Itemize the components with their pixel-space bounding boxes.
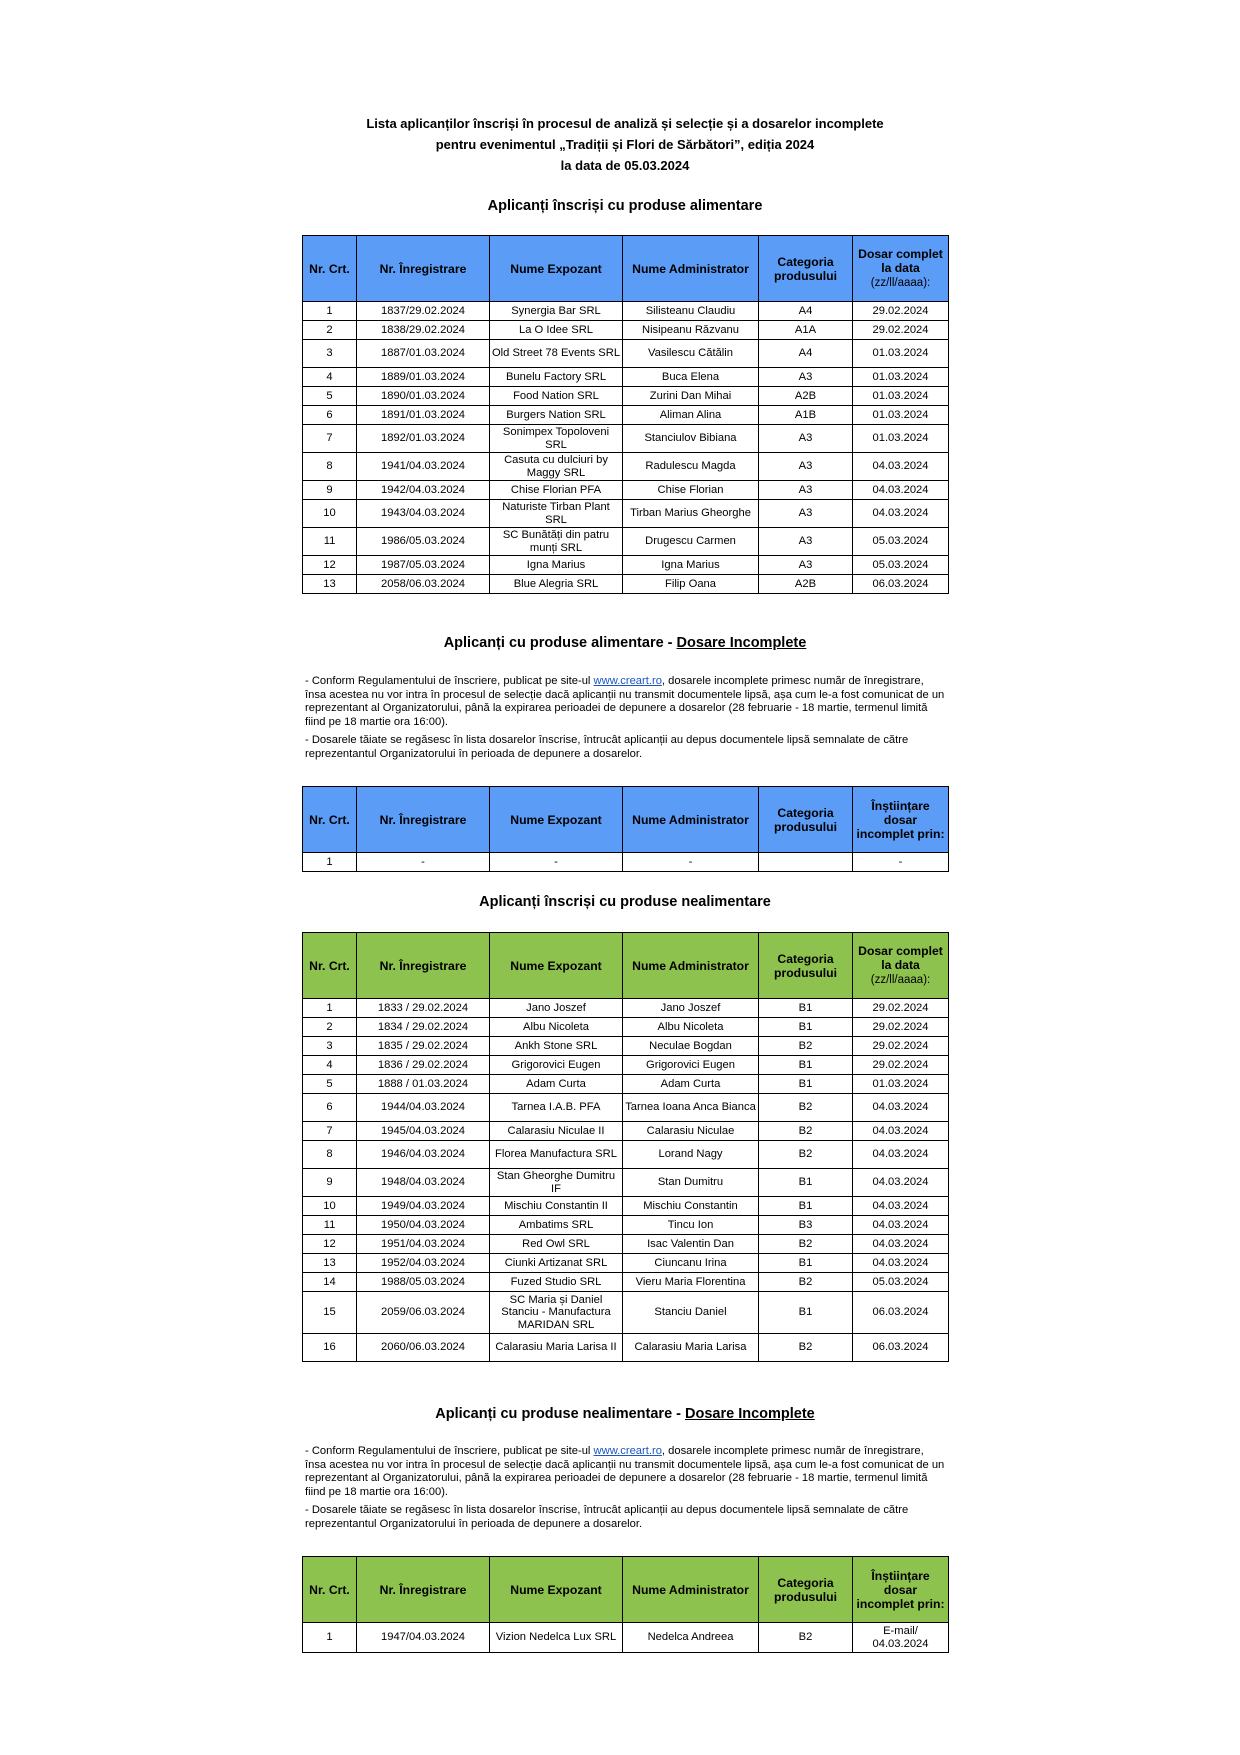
cell-expozant: Food Nation SRL	[490, 387, 623, 406]
cell-administrator: Isac Valentin Dan	[623, 1235, 759, 1254]
cell-nr: 2	[303, 1018, 357, 1037]
table-row	[303, 575, 949, 594]
cell-nr: 6	[303, 406, 357, 425]
cell-expozant: Chise Florian PFA	[490, 481, 623, 500]
cell-nr: 15	[303, 1292, 357, 1334]
header-administrator: Nume Administrator	[623, 1557, 759, 1623]
document-title	[302, 113, 948, 176]
section-heading-nonfood: Aplicanți înscriși cu produse nealimentare	[479, 894, 771, 910]
notes-nonfood	[305, 1445, 947, 1535]
cell-administrator: -	[623, 853, 759, 872]
cell-nr: 4	[303, 1056, 357, 1075]
cell-categorie: A1A	[759, 321, 853, 340]
cell-inregistrare: 1946/04.03.2024	[357, 1141, 490, 1169]
cell-expozant: Albu Nicoleta	[490, 1018, 623, 1037]
table-header	[303, 787, 949, 853]
cell-administrator: Tirban Marius Gheorghe	[623, 500, 759, 528]
cell-inregistrare: 1945/04.03.2024	[357, 1122, 490, 1141]
cell-administrator: Filip Oana	[623, 575, 759, 594]
heading-underlined: Dosare Incomplete	[676, 635, 807, 651]
header-expozant: Nume Expozant	[490, 933, 623, 999]
cell-inregistrare: 1942/04.03.2024	[357, 481, 490, 500]
cell-expozant: Ankh Stone SRL	[490, 1037, 623, 1056]
cell-administrator: Tarnea Ioana Anca Bianca	[623, 1094, 759, 1122]
cell-inregistrare: 1835 / 29.02.2024	[357, 1037, 490, 1056]
cell-dosar: 29.02.2024	[853, 321, 949, 340]
cell-expozant: Synergia Bar SRL	[490, 302, 623, 321]
cell-administrator: Radulescu Magda	[623, 453, 759, 481]
cell-inregistrare: 1986/05.03.2024	[357, 528, 490, 556]
cell-nr: 7	[303, 1122, 357, 1141]
table-row	[303, 1292, 949, 1334]
header-nr: Nr. Crt.	[303, 236, 357, 302]
cell-administrator: Nedelca Andreea	[623, 1623, 759, 1653]
cell-administrator: Nisipeanu Răzvanu	[623, 321, 759, 340]
cell-nr: 5	[303, 1075, 357, 1094]
cell-expozant: Stan Gheorghe Dumitru IF	[490, 1169, 623, 1197]
note-regulament	[305, 675, 947, 730]
cell-inregistrare: 1988/05.03.2024	[357, 1273, 490, 1292]
cell-dosar: 04.03.2024	[853, 1169, 949, 1197]
notes-food	[305, 675, 947, 765]
table-row	[303, 1334, 949, 1362]
cell-inregistrare: 1952/04.03.2024	[357, 1254, 490, 1273]
cell-nr: 11	[303, 1216, 357, 1235]
cell-inregistrare: 1951/04.03.2024	[357, 1235, 490, 1254]
table-header	[303, 236, 949, 302]
cell-categorie: B2	[759, 1235, 853, 1254]
header-administrator: Nume Administrator	[623, 236, 759, 302]
title-line-1: Lista aplicanților înscriși în procesul de analiză și selecție și a dosarelor incomplete	[366, 116, 884, 131]
cell-expozant: Naturiste Tirban Plant SRL	[490, 500, 623, 528]
cell-dosar: 01.03.2024	[853, 387, 949, 406]
header-nr: Nr. Crt.	[303, 1557, 357, 1623]
cell-administrator: Calarasiu Niculae	[623, 1122, 759, 1141]
note-regulament	[305, 1445, 947, 1500]
cell-dosar: 04.03.2024	[853, 500, 949, 528]
cell-administrator: Ciuncanu Irina	[623, 1254, 759, 1273]
header-dosar	[853, 236, 949, 302]
cell-inregistrare: 1947/04.03.2024	[357, 1623, 490, 1653]
title-line-3: la data de 05.03.2024	[560, 158, 690, 173]
cell-inregistrare: 1833 / 29.02.2024	[357, 999, 490, 1018]
cell-dosar: 04.03.2024	[853, 453, 949, 481]
cell-categorie: A3	[759, 368, 853, 387]
cell-categorie: A2B	[759, 387, 853, 406]
cell-administrator: Jano Joszef	[623, 999, 759, 1018]
cell-inregistrare: 2058/06.03.2024	[357, 575, 490, 594]
cell-categorie: B2	[759, 1623, 853, 1653]
header-administrator: Nume Administrator	[623, 933, 759, 999]
cell-categorie: B2	[759, 1094, 853, 1122]
cell-administrator: Aliman Alina	[623, 406, 759, 425]
cell-categorie: A3	[759, 453, 853, 481]
cell-inregistrare: 1836 / 29.02.2024	[357, 1056, 490, 1075]
cell-nr: 1	[303, 1623, 357, 1653]
cell-inregistrare: 1941/04.03.2024	[357, 453, 490, 481]
cell-dosar: -	[853, 853, 949, 872]
cell-inregistrare: 2059/06.03.2024	[357, 1292, 490, 1334]
creart-link[interactable]: www.creart.ro	[593, 1445, 662, 1457]
note-dosare-taiate: - Dosarele tăiate se regăsesc în lista dosarelor înscrise, întrucât aplicanții au depus documentele lipsă semnalate de către reprezentantul Organizatorului în perioada de depunere a dosarelor.	[305, 733, 909, 760]
cell-administrator: Stanciu Daniel	[623, 1292, 759, 1334]
cell-categorie: A4	[759, 340, 853, 368]
cell-dosar: 06.03.2024	[853, 575, 949, 594]
cell-expozant: Old Street 78 Events SRL	[490, 340, 623, 368]
cell-administrator: Albu Nicoleta	[623, 1018, 759, 1037]
header-inregistrare: Nr. Înregistrare	[357, 787, 490, 853]
cell-inregistrare: 1889/01.03.2024	[357, 368, 490, 387]
table-row	[303, 1037, 949, 1056]
cell-expozant: Mischiu Constantin II	[490, 1197, 623, 1216]
cell-nr: 11	[303, 528, 357, 556]
table-row	[303, 340, 949, 368]
cell-dosar: 05.03.2024	[853, 1273, 949, 1292]
cell-dosar: 04.03.2024	[853, 1197, 949, 1216]
cell-categorie: A3	[759, 481, 853, 500]
cell-inregistrare: 1987/05.03.2024	[357, 556, 490, 575]
table-row	[303, 1169, 949, 1197]
cell-categorie: A2B	[759, 575, 853, 594]
table-row	[303, 1141, 949, 1169]
header-dosar-format: (zz/ll/aaaa):	[870, 974, 931, 986]
cell-administrator: Grigorovici Eugen	[623, 1056, 759, 1075]
cell-nr: 13	[303, 1254, 357, 1273]
note-text-b: , dosarele incomplete primesc număr de înregistrare, însa acestea nu vor intra în procesul de selecție dacă aplicanții nu transmit documentele lipsă, așa cum le-a fost comunicat de un reprezentant al Organizatorului, până la expirarea perioadei de depunere a dosarelor (28 februarie - 18 martie, termenul limită fiind pe 18 martie ora 16:00).	[305, 1445, 945, 1499]
cell-administrator: Lorand Nagy	[623, 1141, 759, 1169]
cell-expozant: Ambatims SRL	[490, 1216, 623, 1235]
cell-nr: 3	[303, 340, 357, 368]
cell-administrator: Stanciulov Bibiana	[623, 425, 759, 453]
cell-categorie: B1	[759, 1292, 853, 1334]
cell-expozant: Calarasiu Niculae II	[490, 1122, 623, 1141]
cell-administrator: Stan Dumitru	[623, 1169, 759, 1197]
cell-expozant: Tarnea I.A.B. PFA	[490, 1094, 623, 1122]
cell-nr: 13	[303, 575, 357, 594]
cell-categorie: A3	[759, 425, 853, 453]
table-row	[303, 387, 949, 406]
table-nonfood-applicants	[302, 932, 949, 1362]
cell-dosar: 04.03.2024	[853, 1254, 949, 1273]
cell-inregistrare: 1888 / 01.03.2024	[357, 1075, 490, 1094]
cell-nr: 1	[303, 853, 357, 872]
cell-dosar: 05.03.2024	[853, 528, 949, 556]
cell-dosar: 29.02.2024	[853, 1056, 949, 1075]
cell-categorie: A3	[759, 556, 853, 575]
table-row	[303, 1623, 949, 1653]
cell-categorie: A1B	[759, 406, 853, 425]
table-row	[303, 500, 949, 528]
cell-dosar: 04.03.2024	[853, 1141, 949, 1169]
cell-categorie: B1	[759, 1018, 853, 1037]
table-row	[303, 302, 949, 321]
note-text-b: , dosarele incomplete primesc număr de înregistrare, însa acestea nu vor intra în procesul de selecție dacă aplicanții nu transmit documentele lipsă, așa cum le-a fost comunicat de un reprezentant al Organizatorului, până la expirarea perioadei de depunere a dosarelor (28 februarie - 18 martie, termenul limită fiind pe 18 martie ora 16:00).	[305, 675, 945, 729]
cell-nr: 12	[303, 1235, 357, 1254]
table-header	[303, 1557, 949, 1623]
heading-text: Aplicanți cu produse alimentare -	[443, 635, 677, 651]
cell-inregistrare: -	[357, 853, 490, 872]
header-expozant: Nume Expozant	[490, 1557, 623, 1623]
cell-nr: 10	[303, 1197, 357, 1216]
cell-categorie: B2	[759, 1273, 853, 1292]
cell-expozant: Burgers Nation SRL	[490, 406, 623, 425]
table-row	[303, 406, 949, 425]
cell-dosar: 29.02.2024	[853, 1037, 949, 1056]
table-row	[303, 999, 949, 1018]
cell-categorie: A3	[759, 500, 853, 528]
cell-inregistrare: 1892/01.03.2024	[357, 425, 490, 453]
cell-nr: 4	[303, 368, 357, 387]
table-nonfood-incomplete	[302, 1556, 949, 1653]
cell-inregistrare: 1944/04.03.2024	[357, 1094, 490, 1122]
cell-inregistrare: 1943/04.03.2024	[357, 500, 490, 528]
cell-categorie: B1	[759, 1197, 853, 1216]
cell-nr: 8	[303, 453, 357, 481]
table-row	[303, 1197, 949, 1216]
section-heading-nonfood-incomplete	[302, 1405, 948, 1423]
header-categorie: Categoria produsului	[759, 787, 853, 853]
cell-administrator: Igna Marius	[623, 556, 759, 575]
header-instiintare: Înștiințare dosar incomplet prin:	[853, 787, 949, 853]
cell-dosar: 04.03.2024	[853, 1094, 949, 1122]
cell-categorie: B2	[759, 1334, 853, 1362]
cell-dosar: E-mail/ 04.03.2024	[853, 1623, 949, 1653]
table-row	[303, 1094, 949, 1122]
cell-administrator: Vieru Maria Florentina	[623, 1273, 759, 1292]
table-row	[303, 556, 949, 575]
cell-nr: 9	[303, 481, 357, 500]
cell-administrator: Zurini Dan Mihai	[623, 387, 759, 406]
cell-expozant: Red Owl SRL	[490, 1235, 623, 1254]
cell-nr: 8	[303, 1141, 357, 1169]
table-row	[303, 321, 949, 340]
cell-administrator: Neculae Bogdan	[623, 1037, 759, 1056]
table-food-incomplete	[302, 786, 949, 872]
section-heading-food: Aplicanți înscriși cu produse alimentare	[487, 198, 763, 214]
heading-text: Aplicanți cu produse nealimentare -	[435, 1406, 686, 1422]
header-inregistrare: Nr. Înregistrare	[357, 236, 490, 302]
note-dosare-taiate: - Dosarele tăiate se regăsesc în lista dosarelor înscrise, întrucât aplicanții au depus documentele lipsă semnalate de către reprezentantul Organizatorului în perioada de depunere a dosarelor.	[305, 1503, 909, 1530]
table-body	[303, 853, 949, 872]
cell-administrator: Mischiu Constantin	[623, 1197, 759, 1216]
cell-expozant: La O Idee SRL	[490, 321, 623, 340]
cell-administrator: Calarasiu Maria Larisa	[623, 1334, 759, 1362]
header-dosar	[853, 933, 949, 999]
header-nr: Nr. Crt.	[303, 787, 357, 853]
cell-inregistrare: 1838/29.02.2024	[357, 321, 490, 340]
table-body	[303, 302, 949, 594]
header-expozant: Nume Expozant	[490, 236, 623, 302]
header-categorie: Categoria produsului	[759, 236, 853, 302]
cell-categorie: B2	[759, 1037, 853, 1056]
cell-categorie: A3	[759, 528, 853, 556]
cell-inregistrare: 2060/06.03.2024	[357, 1334, 490, 1362]
cell-categorie: B1	[759, 1254, 853, 1273]
cell-nr: 9	[303, 1169, 357, 1197]
cell-administrator: Chise Florian	[623, 481, 759, 500]
cell-expozant: Sonimpex Topoloveni SRL	[490, 425, 623, 453]
header-nr: Nr. Crt.	[303, 933, 357, 999]
cell-expozant: Jano Joszef	[490, 999, 623, 1018]
cell-dosar: 04.03.2024	[853, 1216, 949, 1235]
cell-categorie: B2	[759, 1122, 853, 1141]
cell-expozant: Ciunki Artizanat SRL	[490, 1254, 623, 1273]
table-row	[303, 1216, 949, 1235]
header-instiintare: Înștiințare dosar incomplet prin:	[853, 1557, 949, 1623]
cell-nr: 1	[303, 302, 357, 321]
table-row	[303, 453, 949, 481]
title-line-2: pentru evenimentul „Tradiții și Flori de Sărbători”, ediția 2024	[435, 137, 815, 152]
cell-nr: 1	[303, 999, 357, 1018]
header-dosar-label: Dosar complet la data	[858, 247, 943, 275]
header-dosar-label: Dosar complet la data	[858, 944, 943, 972]
cell-nr: 7	[303, 425, 357, 453]
cell-nr: 14	[303, 1273, 357, 1292]
table-row	[303, 1273, 949, 1292]
cell-categorie: B1	[759, 1075, 853, 1094]
cell-dosar: 29.02.2024	[853, 302, 949, 321]
table-row	[303, 368, 949, 387]
header-inregistrare: Nr. Înregistrare	[357, 1557, 490, 1623]
cell-inregistrare: 1837/29.02.2024	[357, 302, 490, 321]
table-body	[303, 1623, 949, 1653]
cell-dosar: 01.03.2024	[853, 406, 949, 425]
cell-nr: 12	[303, 556, 357, 575]
header-expozant: Nume Expozant	[490, 787, 623, 853]
header-dosar-format: (zz/ll/aaaa):	[870, 277, 931, 289]
cell-nr: 2	[303, 321, 357, 340]
cell-administrator: Drugescu Carmen	[623, 528, 759, 556]
cell-inregistrare: 1948/04.03.2024	[357, 1169, 490, 1197]
header-administrator: Nume Administrator	[623, 787, 759, 853]
table-body	[303, 999, 949, 1362]
table-row	[303, 425, 949, 453]
cell-dosar: 04.03.2024	[853, 1122, 949, 1141]
heading-underlined: Dosare Incomplete	[685, 1406, 815, 1422]
cell-nr: 5	[303, 387, 357, 406]
table-header	[303, 933, 949, 999]
table-row	[303, 528, 949, 556]
cell-nr: 10	[303, 500, 357, 528]
cell-expozant: SC Maria și Daniel Stanciu - Manufactura MARIDAN SRL	[490, 1292, 623, 1334]
cell-inregistrare: 1949/04.03.2024	[357, 1197, 490, 1216]
cell-administrator: Adam Curta	[623, 1075, 759, 1094]
table-row	[303, 1056, 949, 1075]
cell-dosar: 04.03.2024	[853, 1235, 949, 1254]
table-row	[303, 1122, 949, 1141]
cell-inregistrare: 1891/01.03.2024	[357, 406, 490, 425]
note-text-a: - Conform Regulamentului de înscriere, publicat pe site-ul	[305, 1445, 594, 1457]
cell-categorie: B1	[759, 1056, 853, 1075]
cell-expozant: -	[490, 853, 623, 872]
header-categorie: Categoria produsului	[759, 1557, 853, 1623]
header-inregistrare: Nr. Înregistrare	[357, 933, 490, 999]
table-row	[303, 1018, 949, 1037]
cell-expozant: Vizion Nedelca Lux SRL	[490, 1623, 623, 1653]
cell-expozant: Casuta cu dulciuri by Maggy SRL	[490, 453, 623, 481]
cell-dosar: 01.03.2024	[853, 340, 949, 368]
cell-inregistrare: 1950/04.03.2024	[357, 1216, 490, 1235]
cell-administrator: Tincu Ion	[623, 1216, 759, 1235]
cell-expozant: Grigorovici Eugen	[490, 1056, 623, 1075]
table-row	[303, 1254, 949, 1273]
cell-expozant: Florea Manufactura SRL	[490, 1141, 623, 1169]
cell-expozant: Igna Marius	[490, 556, 623, 575]
cell-categorie: B1	[759, 1169, 853, 1197]
header-categorie: Categoria produsului	[759, 933, 853, 999]
cell-administrator: Vasilescu Cătălin	[623, 340, 759, 368]
cell-categorie	[759, 853, 853, 872]
cell-dosar: 06.03.2024	[853, 1334, 949, 1362]
cell-expozant: Adam Curta	[490, 1075, 623, 1094]
cell-dosar: 01.03.2024	[853, 1075, 949, 1094]
cell-expozant: Fuzed Studio SRL	[490, 1273, 623, 1292]
cell-dosar: 04.03.2024	[853, 481, 949, 500]
cell-dosar: 29.02.2024	[853, 1018, 949, 1037]
table-row	[303, 1235, 949, 1254]
cell-categorie: B3	[759, 1216, 853, 1235]
cell-dosar: 29.02.2024	[853, 999, 949, 1018]
cell-expozant: Bunelu Factory SRL	[490, 368, 623, 387]
cell-expozant: Calarasiu Maria Larisa II	[490, 1334, 623, 1362]
table-row	[303, 853, 949, 872]
cell-inregistrare: 1834 / 29.02.2024	[357, 1018, 490, 1037]
cell-expozant: Blue Alegria SRL	[490, 575, 623, 594]
section-heading-food-incomplete	[302, 634, 948, 652]
cell-nr: 6	[303, 1094, 357, 1122]
creart-link[interactable]: www.creart.ro	[593, 675, 662, 687]
cell-categorie: B2	[759, 1141, 853, 1169]
cell-dosar: 01.03.2024	[853, 425, 949, 453]
cell-nr: 3	[303, 1037, 357, 1056]
cell-nr: 16	[303, 1334, 357, 1362]
table-row	[303, 481, 949, 500]
cell-inregistrare: 1887/01.03.2024	[357, 340, 490, 368]
cell-dosar: 06.03.2024	[853, 1292, 949, 1334]
note-text-a: - Conform Regulamentului de înscriere, publicat pe site-ul	[305, 675, 594, 687]
cell-categorie: A4	[759, 302, 853, 321]
cell-categorie: B1	[759, 999, 853, 1018]
cell-administrator: Buca Elena	[623, 368, 759, 387]
cell-inregistrare: 1890/01.03.2024	[357, 387, 490, 406]
cell-dosar: 05.03.2024	[853, 556, 949, 575]
cell-expozant: SC Bunătăți din patru munți SRL	[490, 528, 623, 556]
table-row	[303, 1075, 949, 1094]
table-food-applicants	[302, 235, 949, 594]
cell-dosar: 01.03.2024	[853, 368, 949, 387]
cell-administrator: Silisteanu Claudiu	[623, 302, 759, 321]
